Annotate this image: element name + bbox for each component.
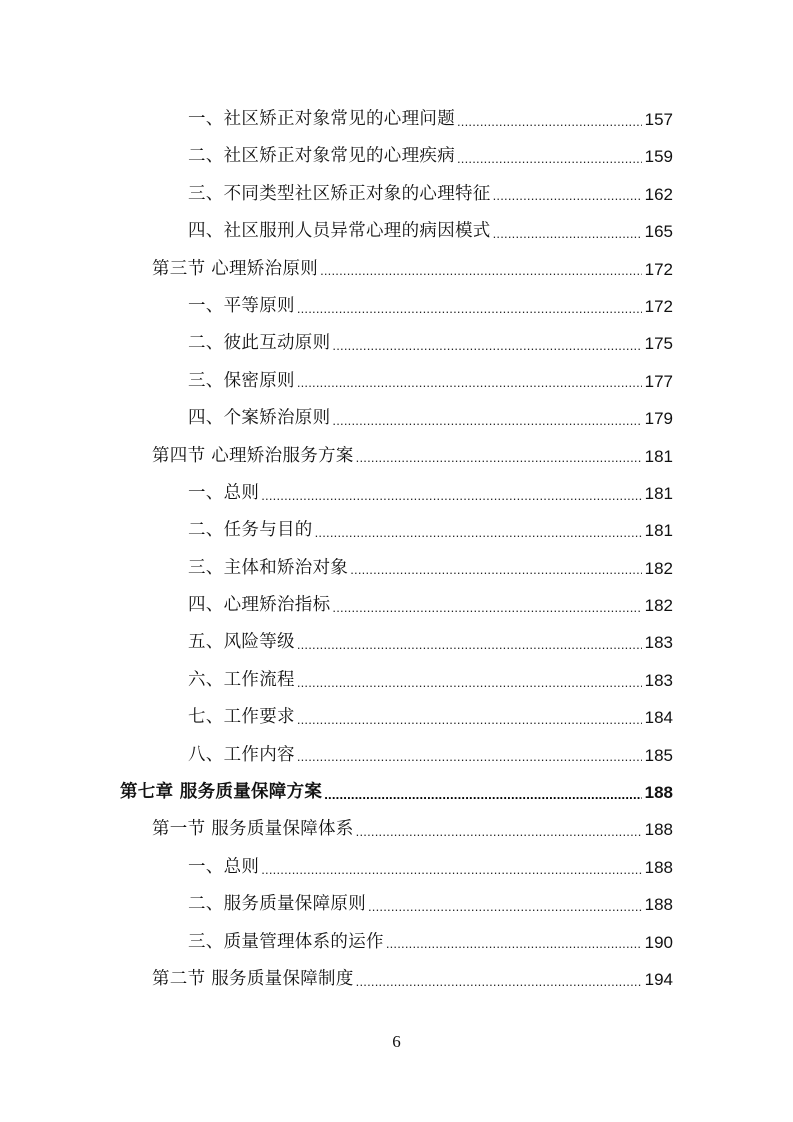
toc-section-entry[interactable] — [0, 251, 673, 288]
toc-entry-page: 183 — [644, 633, 673, 653]
toc-entry[interactable] — [0, 699, 673, 736]
toc-entry-page: 181 — [644, 483, 673, 503]
toc-entry-label: 二、任务与目的 — [188, 520, 313, 541]
toc-entry-page: 194 — [644, 969, 673, 989]
toc-entry-page: 157 — [644, 110, 673, 129]
toc-entry-page: 190 — [644, 932, 673, 952]
toc-section-entry[interactable] — [0, 961, 673, 998]
toc-dot-leader — [457, 148, 642, 166]
toc-entry[interactable] — [0, 101, 673, 138]
toc-entry[interactable] — [0, 213, 673, 250]
toc-entry[interactable] — [0, 924, 673, 961]
toc-entry[interactable] — [0, 587, 673, 624]
toc-entry-page: 179 — [644, 409, 673, 429]
toc-dot-leader — [261, 859, 641, 877]
toc-dot-leader — [386, 933, 642, 951]
toc-entry-page: 165 — [644, 222, 673, 242]
toc-dot-leader — [350, 559, 641, 577]
toc-entry-label: 三、保密原则 — [188, 370, 295, 391]
toc-entry[interactable] — [0, 400, 673, 437]
toc-entry[interactable] — [0, 512, 673, 549]
toc-entry-page: 177 — [644, 371, 673, 391]
toc-entry-label: 第三节 心理矫治原则 — [152, 258, 319, 279]
toc-entry-label: 二、彼此互动原则 — [188, 333, 331, 354]
toc-dot-leader — [315, 522, 642, 540]
toc-entry[interactable] — [0, 550, 673, 587]
toc-entry-label: 三、质量管理体系的运作 — [188, 931, 384, 952]
toc-entry[interactable] — [0, 325, 673, 362]
toc-entry-page: 188 — [644, 895, 673, 915]
toc-entry-label: 二、服务质量保障原则 — [188, 894, 366, 915]
toc-entry-label: 第二节 服务质量保障制度 — [152, 968, 354, 989]
toc-entry-page: 181 — [644, 446, 673, 466]
toc-entry-page: 172 — [644, 296, 673, 316]
toc-entry-label: 一、社区矫正对象常见的心理问题 — [188, 109, 455, 129]
toc-dot-leader — [493, 185, 642, 203]
toc-entry-page: 172 — [644, 259, 673, 279]
toc-entry-label: 二、社区矫正对象常见的心理疾病 — [188, 146, 455, 167]
toc-entry-page: 182 — [644, 558, 673, 578]
toc-entry-page: 162 — [644, 184, 673, 204]
toc-dot-leader — [356, 447, 642, 465]
toc-chapter-entry[interactable] — [0, 774, 673, 811]
toc-entry-label: 三、不同类型社区矫正对象的心理特征 — [188, 183, 491, 204]
toc-entry-label: 第一节 服务质量保障体系 — [152, 819, 354, 840]
toc-entry-page: 188 — [644, 783, 673, 803]
toc-entry-label: 一、总则 — [188, 482, 260, 503]
toc-entry-page: 159 — [644, 147, 673, 167]
toc-dot-leader — [493, 223, 642, 241]
toc-entry-page: 182 — [644, 596, 673, 616]
toc-entry[interactable] — [0, 886, 673, 923]
toc-dot-leader — [297, 746, 642, 764]
toc-dot-leader — [261, 485, 641, 503]
toc-dot-leader — [297, 634, 642, 652]
table-of-contents — [0, 101, 793, 998]
toc-dot-leader — [297, 372, 642, 390]
page-number: 6 — [392, 1032, 401, 1051]
toc-entry-label: 五、风险等级 — [188, 632, 295, 653]
toc-entry-page: 188 — [644, 857, 673, 877]
toc-dot-leader — [457, 111, 642, 129]
toc-entry-label: 第四节 心理矫治服务方案 — [152, 445, 354, 466]
toc-entry-label: 一、平等原则 — [188, 295, 295, 316]
toc-dot-leader — [356, 821, 642, 839]
toc-entry[interactable] — [0, 849, 673, 886]
toc-dot-leader — [332, 410, 641, 428]
toc-chapter-label: 第七章 服务质量保障方案 — [120, 782, 323, 803]
toc-entry[interactable] — [0, 138, 673, 175]
toc-entry-page: 188 — [644, 820, 673, 840]
toc-dot-leader — [297, 298, 642, 316]
toc-entry-label: 四、个案矫治原则 — [188, 408, 331, 429]
toc-entry[interactable] — [0, 176, 673, 213]
toc-entry-label: 八、工作内容 — [188, 744, 295, 765]
toc-dot-leader — [297, 709, 642, 727]
toc-entry-page: 181 — [644, 521, 673, 541]
toc-entry-page: 175 — [644, 334, 673, 354]
toc-entry-page: 185 — [644, 745, 673, 765]
toc-entry-label: 三、主体和矫治对象 — [188, 557, 349, 578]
toc-entry[interactable] — [0, 662, 673, 699]
toc-entry[interactable] — [0, 737, 673, 774]
toc-entry-page: 183 — [644, 670, 673, 690]
toc-section-entry[interactable] — [0, 811, 673, 848]
toc-entry-page: 184 — [644, 708, 673, 728]
toc-entry-label: 七、工作要求 — [188, 707, 295, 728]
toc-entry-label: 六、工作流程 — [188, 669, 295, 690]
toc-entry-label: 四、社区服刑人员异常心理的病因模式 — [188, 221, 491, 242]
toc-entry-label: 一、总则 — [188, 856, 260, 877]
toc-section-entry[interactable] — [0, 438, 673, 475]
toc-entry[interactable] — [0, 624, 673, 661]
toc-entry[interactable] — [0, 363, 673, 400]
toc-entry[interactable] — [0, 288, 673, 325]
toc-dot-leader — [297, 672, 642, 690]
toc-entry[interactable] — [0, 475, 673, 512]
toc-dot-leader — [324, 784, 641, 802]
toc-entry-label: 四、心理矫治指标 — [188, 595, 331, 616]
toc-dot-leader — [320, 260, 642, 278]
toc-dot-leader — [332, 597, 641, 615]
toc-dot-leader — [368, 896, 642, 914]
toc-dot-leader — [356, 971, 642, 989]
toc-dot-leader — [332, 335, 641, 353]
